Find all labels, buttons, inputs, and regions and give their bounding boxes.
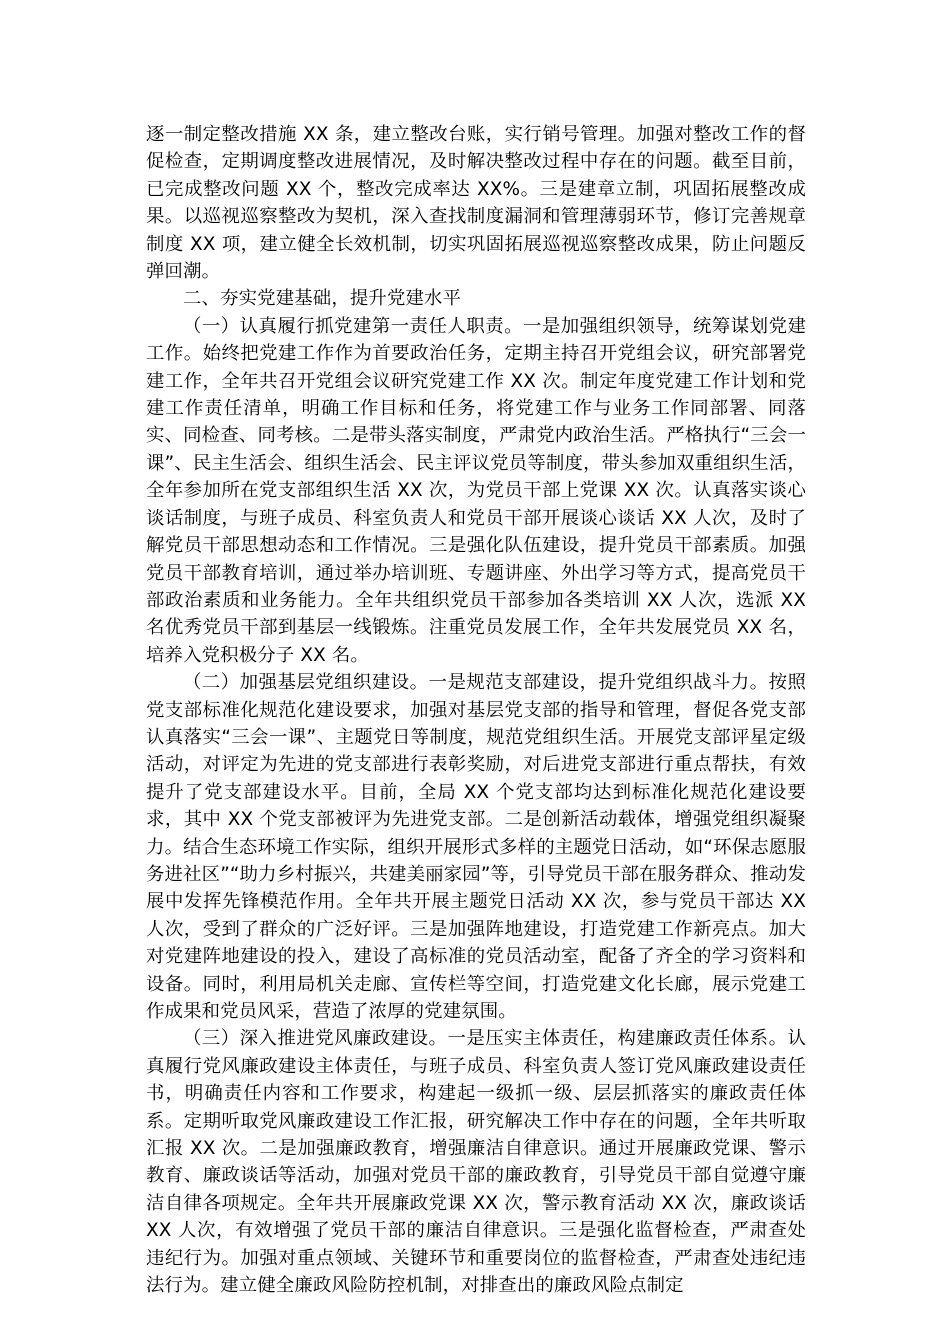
section-heading: 二、夯实党建基础，提升党建水平 [183, 288, 462, 310]
paragraph-party-secretary-duty: （一）认真履行抓党建第一责任人职责。一是加强组织领导，统筹谋划党建工作。始终把党建工作作为首要政治任务，定期主持召开党组会议，研究部署党建工作，全年共召开党组会议研究党建工作 XX 次。制定年度党建工作计划和党建工作责任清单，明确工作目标和任务，将党建工作与业务工作同部署、同落实、同检查、同考核。二是带头落实制度，严肃党内政治生活。严格执行“三会一课”、民主生活会、组织生活会、民主评议党员等制度，带头参加双重组织生活，全年参加所在党支部组织生活 XX 次，为党员干部上党课 XX 次。认真落实谈心谈话制度，与班子成员、科室负责人和党员干部开展谈心谈话 XX 人次，及时了解党员干部思想动态和工作情况。三是强化队伍建设，提升党员干部素质。加强党员干部教育培训，通过举办培训班、专题讲座、外出学习等方式，提高党员干部政治素质和业务能力。全年共组织党员干部参加各类培训 XX 人次，选派 XX 名优秀党员干部到基层一线锻炼。注重党员发展工作，全年共发展党员 XX 名，培养入党积极分子 XX 名。 [146, 315, 806, 666]
paragraph-grassroots-organization: （二）加强基层党组织建设。一是规范支部建设，提升党组织战斗力。按照党支部标准化规范化建设要求，加强对基层党支部的指导和管理，督促各党支部认真落实“三会一课”、主题党日等制度，规范党组织生活。开展党支部评星定级活动，对评定为先进的党支部进行表彰奖励，对后进党支部进行重点帮扶，有效提升了党支部建设水平。目前，全局 XX 个党支部均达到标准化规范化建设要求，其中 XX 个党支部被评为先进党支部。二是创新活动载体，增强党组织凝聚力。结合生态环境工作实际，组织开展形式多样的主题党日活动，如“环保志愿服务进社区”“助力乡村振兴，共建美丽家园”等，引导党员干部在服务群众、推动发展中发挥先锋模范作用。全年共开展主题党日活动 XX 次，参与党员干部达 XX 人次，受到了群众的广泛好评。三是加强阵地建设，打造党建工作新亮点。加大对党建阵地建设的投入，建设了高标准的党员活动室，配备了齐全的学习资料和设备。同时，利用局机关走廊、宣传栏等空间，打造党建文化长廊，展示党建工作成果和党员风采，营造了浓厚的党建氛围。 [146, 672, 806, 1022]
document-body [146, 121, 806, 1299]
paragraph-integrity-building: （三）深入推进党风廉政建设。一是压实主体责任，构建廉政责任体系。认真履行党风廉政建设主体责任，与班子成员、科室负责人签订党风廉政建设责任书，明确责任内容和工作要求，构建起一级抓一级、层层抓落实的廉政责任体系。定期听取党风廉政建设工作汇报，研究解决工作中存在的问题，全年共听取汇报 XX 次。二是加强廉政教育，增强廉洁自律意识。通过开展廉政党课、警示教育、廉政谈话等活动，加强对党员干部的廉政教育，引导党员干部自觉遵守廉洁自律各项规定。全年共开展廉政党课 XX 次，警示教育活动 XX 次，廉政谈话 XX 人次，有效增强了党员干部的廉洁自律意识。三是强化监督检查，严肃查处违纪行为。加强对重点领域、关键环节和重要岗位的监督检查，严肃查处违纪违法行为。建立健全廉政风险防控机制，对排查出的廉政风险点制定 [146, 1028, 806, 1297]
paragraph-continuation: 逐一制定整改措施 XX 条，建立整改台账，实行销号管理。加强对整改工作的督促检查，定期调度整改进展情况，及时解决整改过程中存在的问题。截至目前，已完成整改问题 XX 个，整改完成率达 XX%。三是建章立制，巩固拓展整改成果。以巡视巡察整改为契机，深入查找制度漏洞和管理薄弱环节，修订完善规章制度 XX 项，建立健全长效机制，切实巩固拓展巡视巡察整改成果，防止问题反弹回潮。 [146, 124, 806, 283]
